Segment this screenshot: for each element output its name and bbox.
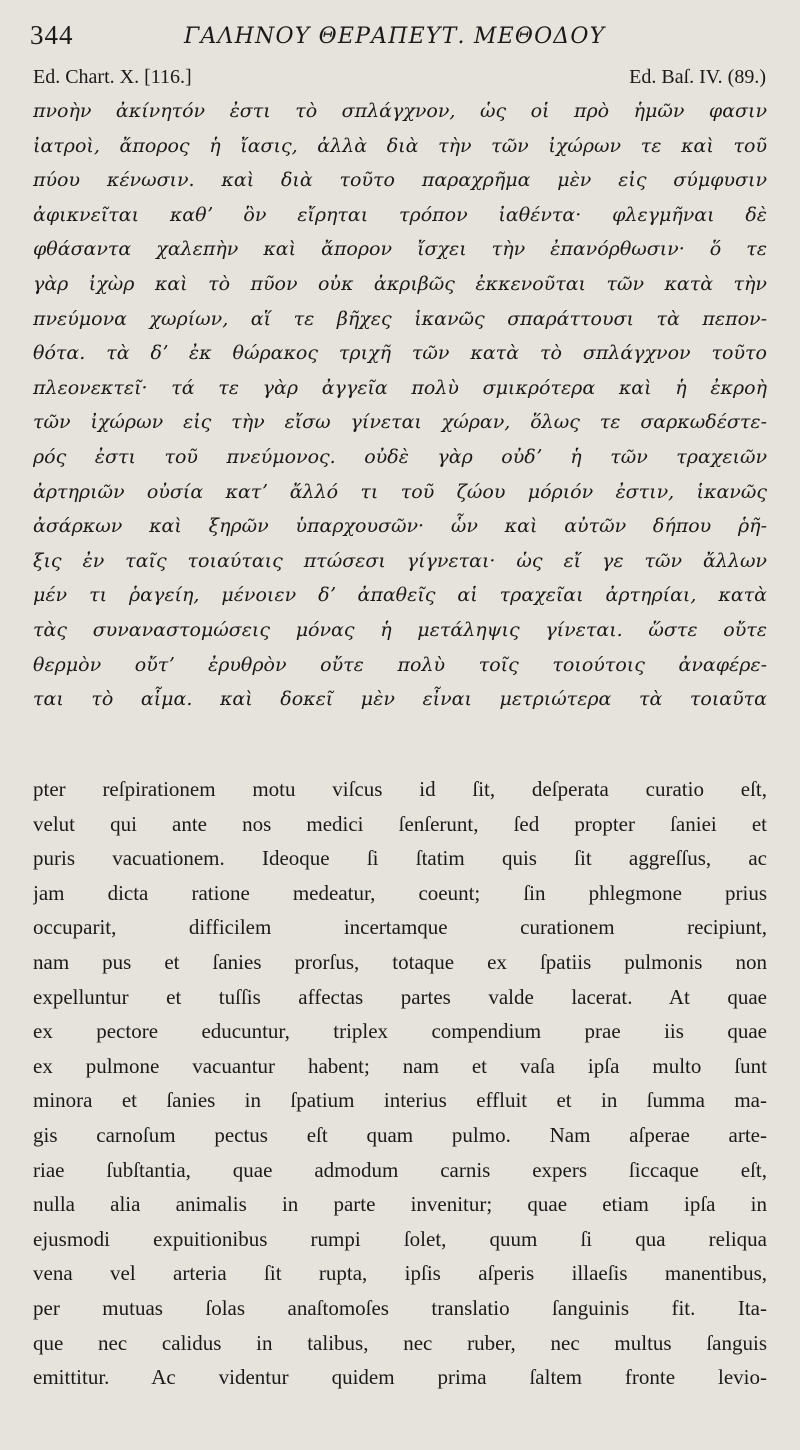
greek-line: ἀφικνεῖται καθʼ ὃν εἴρηται τρόπον ἰαθέντα· φλεγμῆναι δὲ xyxy=(33,203,767,226)
edition-reference-chartier: Ed. Chart. X. [116.] xyxy=(33,66,192,88)
latin-line: nam pus et ſanies prorſus, totaque ex ſpatiis pulmonis non xyxy=(33,949,767,974)
greek-line: μέν τι ῥαγείη, μένοιεν δʼ ἀπαθεῖς αἱ τραχεῖαι ἀρτηρίαι, κατὰ xyxy=(33,584,767,607)
latin-line: per mutuas ſolas anaſtomoſes translatio ſanguinis fit. Ita- xyxy=(33,1295,767,1320)
greek-text-block xyxy=(33,94,767,717)
greek-line: ἀρτηριῶν οὐσία κατʼ ἄλλό τι τοῦ ζώου μόριόν ἐστιν, ἱκανῶς xyxy=(33,480,767,503)
latin-line: vena vel arteria ſit rupta, ipſis aſperis illaeſis manentibus, xyxy=(33,1261,767,1286)
running-title: ΓΑΛΗΝΟΥ ΘΕΡΑΠΕΥΤ. ΜΕΘΟΔΟΥ xyxy=(184,24,606,49)
greek-line: πνεύμονα χωρίων, αἵ τε βῆχες ἱκανῶς σπαράττουσι τὰ πεπον- xyxy=(33,307,767,330)
greek-line: ξις ἐν ταῖς τοιαύταις πτώσεσι γίγνεται· ὡς εἴ γε τῶν ἄλλων xyxy=(33,549,767,572)
greek-line: θερμὸν οὔτʼ ἐρυθρὸν οὔτε πολὺ τοῖς τοιούτοις ἀναφέρε- xyxy=(33,653,767,676)
latin-line: ex pectore educuntur, triplex compendium prae iis quae xyxy=(33,1019,767,1044)
latin-line: puris vacuationem. Ideoque ſi ſtatim quis ſit aggreſſus, ac xyxy=(33,846,767,871)
latin-translation-block xyxy=(33,772,767,1395)
latin-line: pter reſpirationem motu viſcus id ſit, deſperata curatio eſt, xyxy=(33,777,767,801)
latin-line: emittitur. Ac videntur quidem prima ſaltem fronte levio- xyxy=(33,1365,767,1390)
latin-line: riae ſubſtantia, quae admodum carnis expers ſiccaque eſt, xyxy=(33,1157,767,1182)
edition-reference-basel: Ed. Baſ. IV. (89.) xyxy=(629,66,766,88)
page-number: 344 xyxy=(30,20,74,50)
greek-line: γὰρ ἰχὼρ καὶ τὸ πῦον οὐκ ἀκριβῶς ἐκκενοῦται τῶν κατὰ τὴν xyxy=(33,272,767,295)
latin-line: jam dicta ratione medeatur, coeunt; ſin phlegmone prius xyxy=(33,880,767,905)
running-head xyxy=(30,18,770,58)
greek-line: τὰς συναναστομώσεις μόνας ἡ μετάληψις γίνεται. ὥστε οὔτε xyxy=(33,618,767,641)
latin-line: que nec calidus in talibus, nec ruber, nec multus ſanguis xyxy=(33,1330,767,1355)
greek-line: τῶν ἰχώρων εἰς τὴν εἴσω γίνεται χώραν, ὅλως τε σαρκωδέστε- xyxy=(33,411,767,434)
latin-line: minora et ſanies in ſpatium interius effluit et in ſumma ma- xyxy=(33,1088,767,1113)
greek-line: πνοὴν ἀκίνητόν ἐστι τὸ σπλάγχνον, ὡς οἱ πρὸ ἡμῶν φασιν xyxy=(33,100,767,122)
greek-line: φθάσαντα χαλεπὴν καὶ ἄπορον ἴσχει τὴν ἐπανόρθωσιν· ὅ τε xyxy=(33,238,767,261)
greek-line: ἀσάρκων καὶ ξηρῶν ὑπαρχουσῶν· ὧν καὶ αὐτῶν δήπου ῥῆ- xyxy=(33,515,767,538)
greek-line: θότα. τὰ δʼ ἐκ θώρακος τριχῆ τῶν κατὰ τὸ σπλάγχνον τοῦτο xyxy=(33,342,767,365)
latin-line: gis carnoſum pectus eſt quam pulmo. Nam aſperae arte- xyxy=(33,1122,767,1147)
latin-line: ex pulmone vacuantur habent; nam et vaſa ipſa multo ſunt xyxy=(33,1053,767,1078)
latin-line: ejusmodi expuitionibus rumpi ſolet, quum ſi qua reliqua xyxy=(33,1226,767,1251)
greek-line: πλεονεκτεῖ· τά τε γὰρ ἀγγεῖα πολὺ σμικρότερα καὶ ἡ ἐκροὴ xyxy=(33,376,767,399)
greek-line: πύου κένωσιν. καὶ διὰ τοῦτο παραχρῆμα μὲν εἰς σύμφυσιν xyxy=(33,169,767,192)
greek-line: ρός ἐστι τοῦ πνεύμονος. οὐδὲ γὰρ οὐδʼ ἡ τῶν τραχειῶν xyxy=(33,445,767,468)
greek-line: ται τὸ αἷμα. καὶ δοκεῖ μὲν εἶναι μετριώτερα τὰ τοιαῦτα xyxy=(33,688,767,711)
latin-line: velut qui ante nos medici ſenſerunt, ſed propter ſaniei et xyxy=(33,811,767,836)
greek-line: ἰατροὶ, ἄπορος ἡ ἴασις, ἀλλὰ διὰ τὴν τῶν ἰχώρων τε καὶ τοῦ xyxy=(33,134,767,157)
latin-line: expelluntur et tuſſis affectas partes valde lacerat. At quae xyxy=(33,984,767,1009)
latin-line: nulla alia animalis in parte invenitur; quae etiam ipſa in xyxy=(33,1192,767,1217)
edition-reference-line xyxy=(33,66,766,94)
latin-line: occuparit, difficilem incertamque curationem recipiunt, xyxy=(33,915,767,940)
